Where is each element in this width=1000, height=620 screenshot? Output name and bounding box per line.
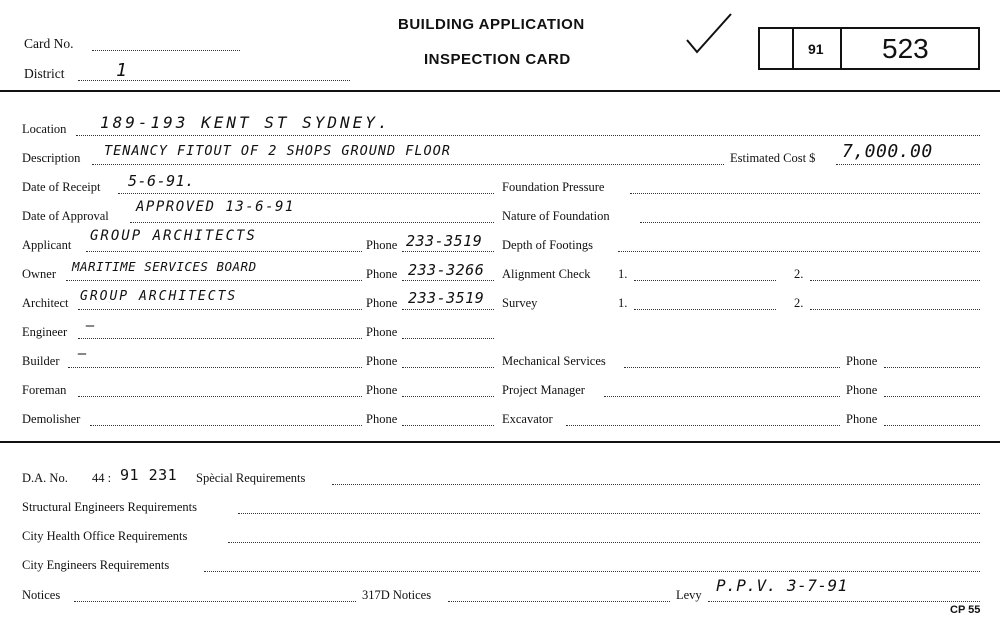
owner-value: MARITIME SERVICES BOARD <box>72 259 257 274</box>
location-label: Location <box>22 122 67 136</box>
project-manager-line <box>604 396 840 397</box>
levy-value: P.P.V. 3-7-91 <box>716 576 848 595</box>
notices-label: Notices <box>22 588 61 602</box>
foreman-line <box>78 396 362 397</box>
foundation-pressure-label: Foundation Pressure <box>502 180 605 194</box>
survey-one-line <box>634 309 776 310</box>
owner-label: Owner <box>22 267 57 281</box>
architect-label: Architect <box>22 296 69 310</box>
card-no-line <box>92 50 240 51</box>
title-line-1: BUILDING APPLICATION <box>398 16 585 33</box>
builder-phone-line <box>402 367 494 368</box>
excavator-phone-line <box>884 425 980 426</box>
date-of-approval-label: Date of Approval <box>22 209 109 223</box>
da-no-value: 91 231 <box>120 466 178 484</box>
description-line <box>92 164 724 165</box>
depth-of-footings-line <box>618 251 980 252</box>
description-value: TENANCY FITOUT OF 2 SHOPS GROUND FLOOR <box>104 143 451 159</box>
foreman-label: Foreman <box>22 383 67 397</box>
project-manager-label: Project Manager <box>502 383 585 397</box>
special-requirements-label: Spècial Requirements <box>196 471 306 485</box>
reference-year: 91 <box>808 41 824 57</box>
demolisher-phone-label: Phone <box>366 412 398 426</box>
foreman-phone-label: Phone <box>366 383 398 397</box>
excavator-label: Excavator <box>502 412 553 426</box>
mechanical-services-phone-label: Phone <box>846 354 878 368</box>
engineer-value: — <box>86 318 95 334</box>
owner-phone-label: Phone <box>366 267 398 281</box>
notices-317d-label: 317D Notices <box>362 588 432 602</box>
card-no-label: Card No. <box>24 36 74 51</box>
architect-value: GROUP ARCHITECTS <box>80 289 238 304</box>
mechanical-services-label: Mechanical Services <box>502 354 606 368</box>
mechanical-services-line <box>624 367 840 368</box>
date-of-receipt-value: 5-6-91. <box>128 172 195 190</box>
alignment-check-two-line <box>810 280 980 281</box>
demolisher-line <box>90 425 362 426</box>
estimated-cost-value: 7,000.00 <box>842 141 933 162</box>
depth-of-footings-label: Depth of Footings <box>502 238 593 252</box>
applicant-line <box>86 251 362 252</box>
date-of-receipt-label: Date of Receipt <box>22 180 101 194</box>
owner-phone-value: 233-3266 <box>408 261 485 279</box>
description-label: Description <box>22 151 81 165</box>
alignment-check-two-label: 2. <box>794 267 804 281</box>
levy-line <box>708 601 980 602</box>
notices-line <box>74 601 356 602</box>
da-no-label: D.A. No. <box>22 471 68 485</box>
survey-two-line <box>810 309 980 310</box>
builder-line <box>68 367 362 368</box>
special-requirements-line <box>332 484 980 485</box>
city-engineers-requirements-label: City Engineers Requirements <box>22 558 170 572</box>
architect-phone-line <box>402 309 494 310</box>
header-divider <box>0 90 1000 92</box>
engineer-line <box>78 338 362 339</box>
title-line-2: INSPECTION CARD <box>424 51 571 68</box>
architect-phone-value: 233-3519 <box>408 289 485 307</box>
foreman-phone-line <box>402 396 494 397</box>
structural-requirements-line <box>238 513 980 514</box>
checkmark-icon <box>683 10 735 58</box>
estimated-cost-label: Estimated Cost $ <box>730 151 816 165</box>
reference-number-box <box>758 27 980 70</box>
demolisher-label: Demolisher <box>22 412 81 426</box>
survey-label: Survey <box>502 296 538 310</box>
district-label: District <box>24 66 65 81</box>
location-line <box>76 135 980 136</box>
applicant-phone-line <box>402 251 494 252</box>
excavator-line <box>566 425 840 426</box>
notices-317d-line <box>448 601 670 602</box>
project-manager-phone-line <box>884 396 980 397</box>
foundation-pressure-line <box>630 193 980 194</box>
health-requirements-label: City Health Office Requirements <box>22 529 188 543</box>
date-of-approval-value: APPROVED 13-6-91 <box>136 199 295 215</box>
engineer-phone-line <box>402 338 494 339</box>
builder-label: Builder <box>22 354 60 368</box>
engineer-phone-label: Phone <box>366 325 398 339</box>
da-no-prefix: 44 : <box>92 471 112 485</box>
city-engineers-requirements-line <box>204 571 980 572</box>
survey-two-label: 2. <box>794 296 804 310</box>
reference-number: 523 <box>882 33 929 64</box>
applicant-value: GROUP ARCHITECTS <box>90 228 257 244</box>
excavator-phone-label: Phone <box>846 412 878 426</box>
alignment-check-label: Alignment Check <box>502 267 591 281</box>
owner-line <box>66 280 362 281</box>
architect-phone-label: Phone <box>366 296 398 310</box>
estimated-cost-line <box>836 164 980 165</box>
builder-phone-label: Phone <box>366 354 398 368</box>
health-requirements-line <box>228 542 980 543</box>
mechanical-services-phone-line <box>884 367 980 368</box>
nature-of-foundation-label: Nature of Foundation <box>502 209 610 223</box>
demolisher-phone-line <box>402 425 494 426</box>
date-of-approval-line <box>130 222 494 223</box>
date-of-receipt-line <box>118 193 494 194</box>
applicant-phone-value: 233-3519 <box>406 232 483 250</box>
middle-divider <box>0 441 1000 443</box>
survey-one-label: 1. <box>618 296 628 310</box>
alignment-check-one-line <box>634 280 776 281</box>
architect-line <box>78 309 362 310</box>
owner-phone-line <box>402 280 494 281</box>
applicant-phone-label: Phone <box>366 238 398 252</box>
alignment-check-one-label: 1. <box>618 267 628 281</box>
project-manager-phone-label: Phone <box>846 383 878 397</box>
structural-requirements-label: Structural Engineers Requirements <box>22 500 197 514</box>
builder-value: — <box>78 346 87 362</box>
location-value: 189-193 KENT ST SYDNEY. <box>100 113 391 132</box>
form-code: CP 55 <box>950 604 981 616</box>
district-value: 1 <box>116 60 128 81</box>
levy-label: Levy <box>676 588 702 602</box>
engineer-label: Engineer <box>22 325 68 339</box>
applicant-label: Applicant <box>22 238 72 252</box>
nature-of-foundation-line <box>640 222 980 223</box>
